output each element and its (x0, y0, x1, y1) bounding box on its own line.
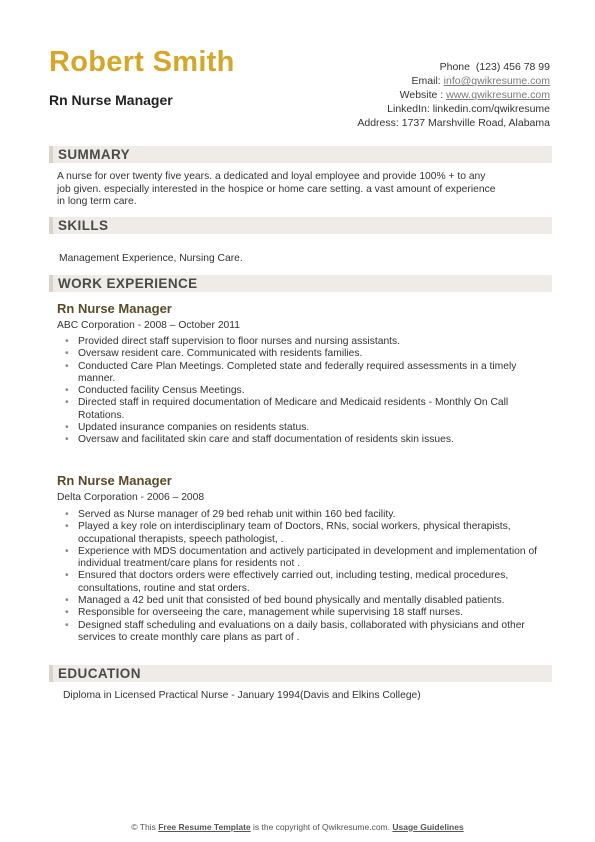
candidate-title: Rn Nurse Manager (49, 92, 173, 108)
section-tick (49, 217, 53, 234)
list-item: • Conducted Care Plan Meetings. Completed state and federally required assessments in a timely manner. (65, 360, 517, 384)
contact-phone (357, 60, 550, 74)
summary-text (57, 171, 552, 209)
work-experience-heading: WORK EXPERIENCE (58, 276, 198, 291)
list-item: • Designed staff scheduling and evaluations on a daily basis, collaborated with physicians and other services to create monthly care plans as part of . (65, 619, 525, 643)
list-item: • Conducted facility Census Meetings. (65, 385, 245, 397)
contact-linkedin (357, 102, 550, 116)
phone-value: (123) 456 78 99 (475, 61, 550, 73)
education-heading: EDUCATION (58, 666, 141, 681)
section-bar (49, 217, 552, 234)
list-item: • Oversaw resident care. Communicated with residents families. (65, 348, 363, 360)
summary-line: in long term care. (57, 196, 137, 207)
job-company: ABC Corporation - 2008 – October 2011 (57, 320, 240, 331)
list-item: • Provided direct staff supervision to floor nurses and nursing assistants. (65, 336, 401, 347)
email-link[interactable]: info@qwikresume.com (443, 75, 550, 87)
list-item: • Played a key role on interdisciplinary team of Doctors, RNs, social workers, physical therapists, occupational therapists, speech pathologist, . (65, 521, 511, 545)
linkedin-value: linkedin.com/qwikresume (432, 103, 550, 115)
job-bullets (65, 336, 555, 447)
free-resume-template-link[interactable]: Free Resume Template (158, 822, 251, 832)
summary-header (49, 146, 552, 163)
skills-header (49, 217, 552, 234)
footer-prefix: © This (131, 822, 156, 832)
job-company: Delta Corporation - 2006 – 2008 (57, 492, 205, 503)
address-value: 1737 Marshville Road, Alabama (401, 117, 550, 129)
usage-guidelines-link[interactable]: Usage Guidelines (392, 822, 464, 832)
education-text: Diploma in Licensed Practical Nurse - January 1994(Davis and Elkins College) (63, 690, 421, 701)
address-label: Address: (357, 117, 399, 129)
skills-heading: SKILLS (58, 218, 109, 233)
phone-label: Phone (439, 61, 470, 73)
section-tick (49, 146, 53, 163)
work-experience-header (49, 275, 552, 292)
contact-email (357, 74, 550, 88)
list-item: • Updated insurance companies on residents status. (65, 422, 310, 434)
footer (0, 822, 595, 832)
summary-line: job given. especially interested in the hospice or home care setting. a vast amount of experience (57, 183, 496, 195)
skills-text: Management Experience, Nursing Care. (59, 253, 243, 264)
footer-copyright: is the copyright of Qwikresume.com. (253, 822, 390, 832)
job-title: Rn Nurse Manager (57, 473, 172, 488)
email-label: Email: (411, 75, 441, 87)
list-item: • Oversaw and facilitated skin care and staff documentation of residents skin issues. (65, 434, 454, 446)
candidate-name: Robert Smith (49, 46, 235, 78)
list-item: • Ensured that doctors orders were effectively carried out, including testing, medical procedures, consultations, routine and stat orders. (65, 570, 509, 594)
website-label: Website : (399, 89, 444, 101)
job-bullets (65, 509, 555, 644)
contact-address (357, 116, 550, 130)
list-item: • Responsible for overseeing the care, management while supervising 18 staff nurses. (65, 607, 464, 619)
list-item: • Directed staff in required documentation of Medicare and Medicaid residents - Monthly On Call Rotations. (65, 397, 509, 421)
list-item: • Managed a 42 bed unit that consisted of bed bound physically and mentally disabled patients. (65, 595, 505, 607)
contact-block (357, 60, 550, 130)
job-title: Rn Nurse Manager (57, 301, 172, 316)
linkedin-label: LinkedIn: (387, 103, 430, 115)
education-header (49, 665, 552, 682)
list-item: • Experience with MDS documentation and actively participated in development and implementation of individual treatment/care plans for residents not . (65, 545, 538, 570)
summary-heading: SUMMARY (58, 147, 131, 162)
section-tick (49, 275, 53, 292)
website-link[interactable]: www.qwikresume.com (446, 89, 550, 101)
summary-line: A nurse for over twenty five years. a dedicated and loyal employee and provide 100% + to any (57, 171, 486, 182)
list-item: • Served as Nurse manager of 29 bed rehab unit within 160 bed facility. (65, 509, 396, 520)
section-tick (49, 665, 53, 682)
contact-website (357, 88, 550, 102)
